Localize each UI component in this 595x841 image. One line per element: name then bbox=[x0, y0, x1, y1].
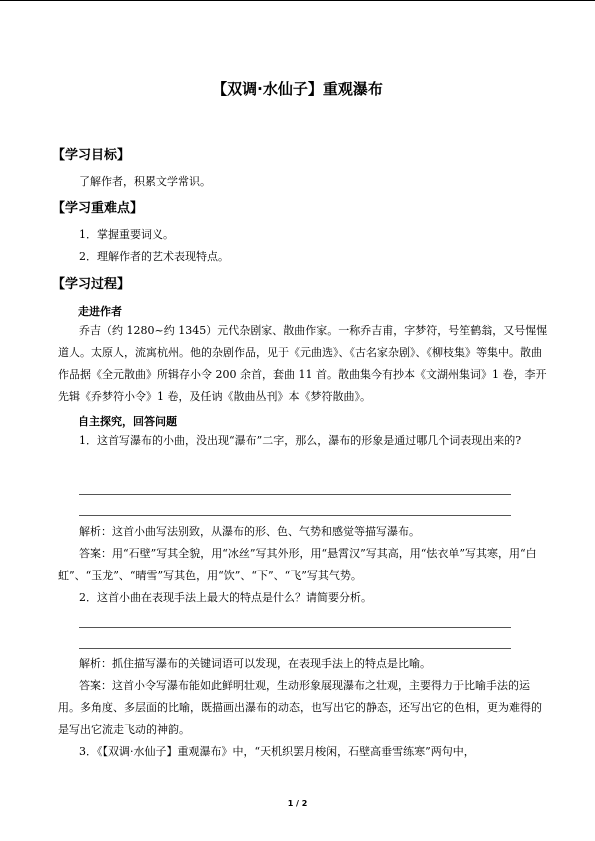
answer-line bbox=[79, 627, 511, 628]
explore-heading: 自主探究，回答问题 bbox=[78, 415, 177, 428]
q1-analysis: 解析：这首小曲写法别致，从瀑布的形、色、气势和感觉等描写瀑布。 bbox=[79, 525, 420, 538]
process-heading: 【学习过程】 bbox=[52, 277, 131, 292]
q2-answer: 答案：这首小令写瀑布能如此鲜明壮观，生动形象展现瀑布之壮观，主要得力于比喻手法的运用。多角度、多层面的比喻，既描画出瀑布的动态，也写出它的静态，还写出它的色相，更为难得的是写出它流走飞动的神韵。 bbox=[58, 679, 542, 736]
goal-heading: 【学习目标】 bbox=[52, 148, 131, 163]
page-number: 1 / 2 bbox=[287, 799, 308, 808]
question-1: 1．这首写瀑布的小曲，没出现“瀑布”二字，那么，瀑布的形象是通过哪几个词表现出来的? bbox=[79, 434, 522, 447]
q1-answer: 答案：用“石壁”写其全貌，用“冰丝”写其外形，用“悬霄汉”写其高，用“怯衣单”写其寒，用“白虹”、“玉龙”、“晴雪”写其色，用“饮”、“下”、“飞”写其气势。 bbox=[58, 547, 537, 582]
key-heading: 【学习重难点】 bbox=[52, 201, 144, 216]
goal-text: 了解作者，积累文学常识。 bbox=[79, 175, 211, 188]
author-text: 乔吉（约 1280~约 1345）元代杂剧家、散曲作家。一称乔吉甫，字梦符，号笙鹤翁，又号惺惺道人。太原人，流寓杭州。他的杂剧作品，见于《元曲选》、《古名家杂剧》、《柳枝集》等集中。散曲作品据《全元散曲》所辑存小令 200 余首，套曲 11 首。散曲集今有抄本《文湖州集词》1 卷，李开先辑《乔梦符小令》1 卷，及任讷《散曲丛刊》本《梦符散曲》。 bbox=[58, 324, 548, 403]
author-heading: 走进作者 bbox=[78, 305, 122, 318]
key-item-2: 2．理解作者的艺术表现特点。 bbox=[79, 250, 229, 263]
answer-line bbox=[79, 494, 511, 495]
answer-line bbox=[79, 515, 511, 516]
answer-line bbox=[79, 648, 511, 649]
key-item-1: 1．掌握重要词义。 bbox=[79, 228, 174, 241]
page-title: 【双调·水仙子】重观瀑布 bbox=[212, 80, 383, 98]
question-2: 2．这首小曲在表现手法上最大的特点是什么？请简要分析。 bbox=[79, 591, 372, 604]
q2-analysis: 解析：抓住描写瀑布的关键词语可以发现，在表现手法上的特点是比喻。 bbox=[79, 657, 431, 670]
top-rule bbox=[0, 0, 595, 1]
question-3: 3．《【双调·水仙子】重观瀑布》中，“天机织罢月梭闲，石壁高垂雪练寒”两句中， bbox=[79, 745, 475, 758]
